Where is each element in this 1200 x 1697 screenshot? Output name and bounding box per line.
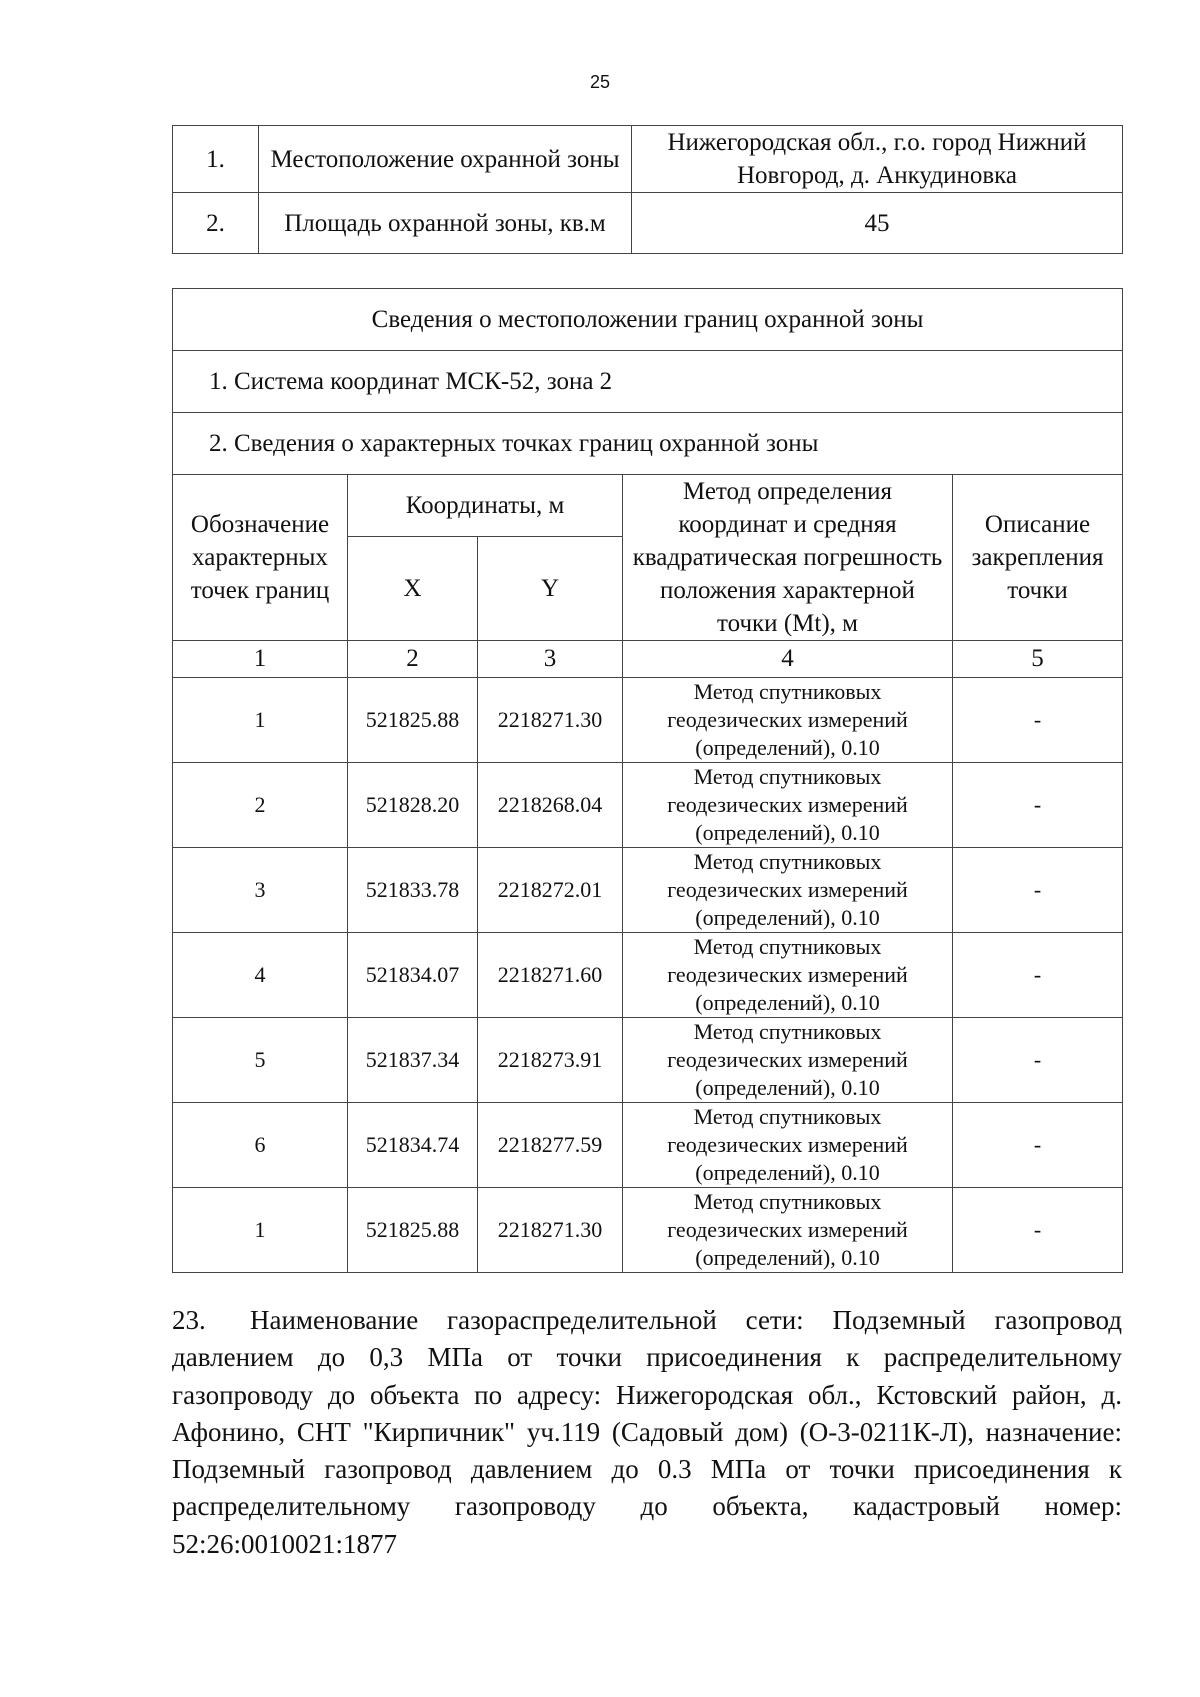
column-number: 5 bbox=[953, 641, 1123, 678]
point-x: 521837.34 bbox=[348, 1018, 478, 1103]
point-id: 1 bbox=[173, 1188, 348, 1273]
coord-system: 1. Система координат МСК-52, зона 2 bbox=[173, 351, 1123, 413]
row-label: Местоположение охранной зоны bbox=[259, 126, 632, 193]
point-x: 521828.20 bbox=[348, 763, 478, 848]
point-id: 6 bbox=[173, 1103, 348, 1188]
point-y: 2218271.30 bbox=[478, 678, 623, 763]
table-row bbox=[173, 1188, 1123, 1273]
point-description: - bbox=[953, 848, 1123, 933]
point-x: 521834.74 bbox=[348, 1103, 478, 1188]
point-description: - bbox=[953, 1188, 1123, 1273]
col-y: Y bbox=[478, 537, 623, 641]
table-row bbox=[173, 413, 1123, 475]
point-x: 521834.07 bbox=[348, 933, 478, 1018]
point-y: 2218271.30 bbox=[478, 1188, 623, 1273]
table-row bbox=[173, 126, 1123, 193]
col-coords: Координаты, м bbox=[348, 475, 623, 537]
column-number: 2 bbox=[348, 641, 478, 678]
point-y: 2218277.59 bbox=[478, 1103, 623, 1188]
point-method: Метод спутниковых геодезических измерений (определений), 0.10 bbox=[623, 1018, 953, 1103]
boundaries-title: Сведения о местоположении границ охранной зоны bbox=[173, 289, 1123, 351]
point-description: - bbox=[953, 1018, 1123, 1103]
point-method: Метод спутниковых геодезических измерений (определений), 0.10 bbox=[623, 1188, 953, 1273]
table-row bbox=[173, 289, 1123, 351]
point-y: 2218271.60 bbox=[478, 933, 623, 1018]
point-description: - bbox=[953, 763, 1123, 848]
point-id: 5 bbox=[173, 1018, 348, 1103]
point-description: - bbox=[953, 1103, 1123, 1188]
point-method: Метод спутниковых геодезических измерений (определений), 0.10 bbox=[623, 933, 953, 1018]
point-id: 3 bbox=[173, 848, 348, 933]
column-number: 3 bbox=[478, 641, 623, 678]
point-id: 2 bbox=[173, 763, 348, 848]
row-number: 1. bbox=[173, 126, 259, 193]
col-designation: Обозначение характерных точек границ bbox=[173, 475, 348, 641]
table-row bbox=[173, 848, 1123, 933]
point-y: 2218273.91 bbox=[478, 1018, 623, 1103]
point-description: - bbox=[953, 933, 1123, 1018]
row-number: 2. bbox=[173, 193, 259, 254]
point-id: 1 bbox=[173, 678, 348, 763]
table-row bbox=[173, 351, 1123, 413]
table-row bbox=[173, 678, 1123, 763]
boundaries-table bbox=[172, 288, 1123, 1273]
table-row bbox=[173, 193, 1123, 254]
table-header-row bbox=[173, 475, 1123, 537]
column-number: 1 bbox=[173, 641, 348, 678]
point-x: 521825.88 bbox=[348, 678, 478, 763]
col-x: X bbox=[348, 537, 478, 641]
point-method: Метод спутниковых геодезических измерений (определений), 0.10 bbox=[623, 848, 953, 933]
points-title: 2. Сведения о характерных точках границ охранной зоны bbox=[173, 413, 1123, 475]
point-y: 2218268.04 bbox=[478, 763, 623, 848]
point-x: 521833.78 bbox=[348, 848, 478, 933]
column-number-row bbox=[173, 641, 1123, 678]
point-description: - bbox=[953, 678, 1123, 763]
point-x: 521825.88 bbox=[348, 1188, 478, 1273]
point-y: 2218272.01 bbox=[478, 848, 623, 933]
table-row bbox=[173, 763, 1123, 848]
table-row bbox=[173, 1103, 1123, 1188]
column-number: 4 bbox=[623, 641, 953, 678]
row-label: Площадь охранной зоны, кв.м bbox=[259, 193, 632, 254]
row-value: 45 bbox=[632, 193, 1123, 254]
point-method: Метод спутниковых геодезических измерений (определений), 0.10 bbox=[623, 1103, 953, 1188]
point-id: 4 bbox=[173, 933, 348, 1018]
paragraph-text: Наименование газораспределительной сети: Подземный газопровод давлением до 0,3 МПа от точки присоединения к распределительному газопроводу до объекта по адресу: Нижегородская обл., Кстовский район, д. Афонино, СНТ "Кирпичник" уч.119 (Садовый дом) (О-3-0211К-Л), назначение: Подземный газопровод давлением до 0.3 МПа от точки присоединения к распределительному газопроводу до объекта, кадастровый номер: 52:26:0010021:1877 bbox=[172, 1305, 1122, 1559]
network-paragraph bbox=[172, 1302, 1122, 1563]
paragraph-number: 23. bbox=[172, 1305, 206, 1335]
point-method: Метод спутниковых геодезических измерений (определений), 0.10 bbox=[623, 763, 953, 848]
zone-info-table bbox=[172, 125, 1123, 254]
page-number: 25 bbox=[589, 72, 611, 92]
col-method: Метод определения координат и средняя квадратическая погрешность положения характерной точки (Mt), м bbox=[623, 475, 953, 641]
col-description: Описание закрепления точки bbox=[953, 475, 1123, 641]
table-row bbox=[173, 933, 1123, 1018]
row-value: Нижегородская обл., г.о. город Нижний Новгород, д. Анкудиновка bbox=[632, 126, 1123, 193]
table-row bbox=[173, 1018, 1123, 1103]
point-method: Метод спутниковых геодезических измерений (определений), 0.10 bbox=[623, 678, 953, 763]
